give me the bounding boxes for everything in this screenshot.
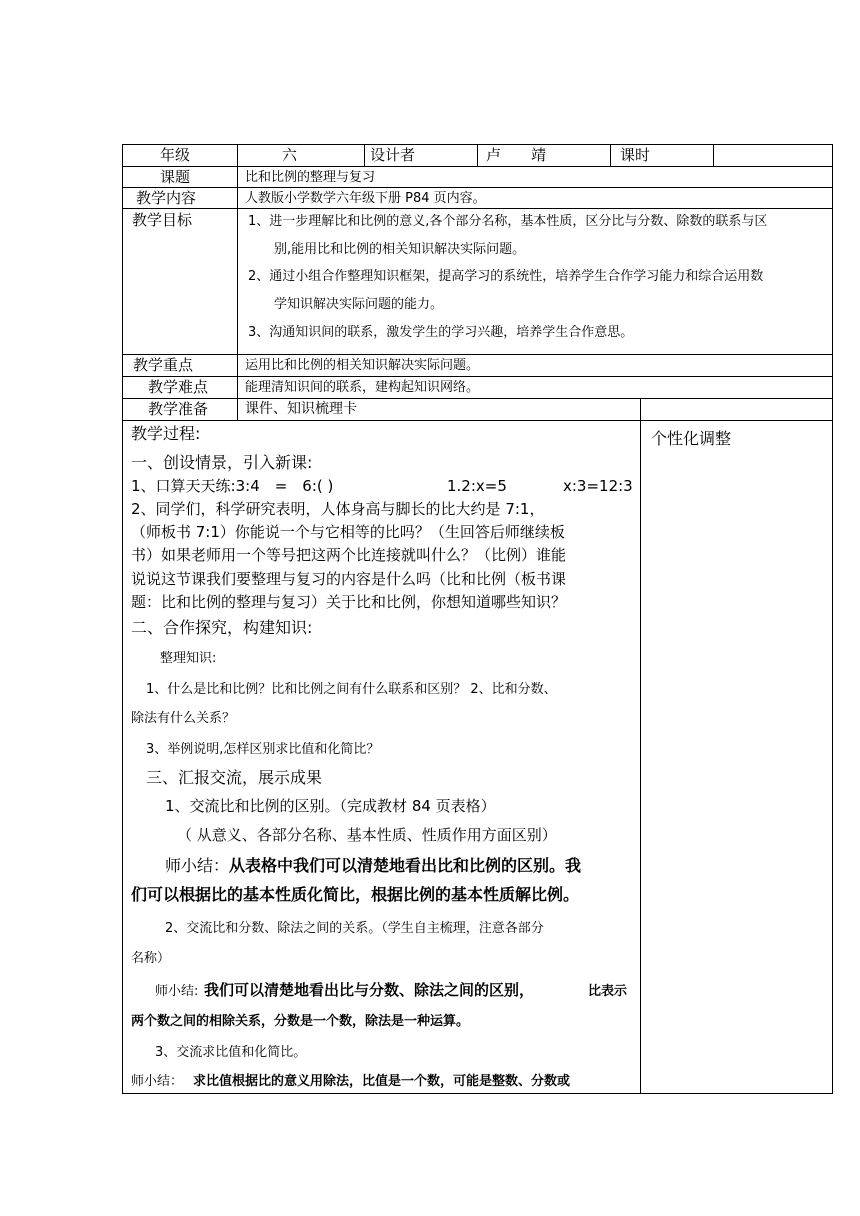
- row-line-7: [122, 420, 833, 421]
- section-2-heading: 二、合作探究，构建知识:: [131, 618, 313, 637]
- grade-label: 年级: [160, 146, 191, 164]
- exchange-1-note: （ 从意义、各部分名称、基本性质、性质作用方面区别）: [177, 826, 557, 844]
- process-title: 教学过程:: [131, 424, 201, 443]
- summary-2-bold: 我们可以清楚地看出比与分数、除法之间的区别，: [204, 981, 535, 999]
- summary-3-bold: 求比值根据比的意义用除法，比值是一个数，可能是整数、分数或: [193, 1074, 571, 1089]
- header-divider-3: [610, 144, 611, 166]
- question-1-line-1: 1、什么是比和比例？比和比例之间有什么联系和区别？ 2、比和分数、: [146, 682, 557, 697]
- question-3: 3、举例说明,怎样区别求比值和化简比？: [146, 742, 380, 757]
- preparation-label: 教学准备: [148, 400, 209, 418]
- table-border-top: [122, 144, 833, 145]
- row-line-3: [122, 208, 833, 209]
- row-line-1: [122, 166, 833, 167]
- section-1-heading: 一、创设情景，引入新课:: [131, 453, 313, 472]
- exchange-1: 1、交流比和比例的区别。（完成教材 84 页表格）: [165, 797, 496, 815]
- designer-label: 设计者: [370, 146, 416, 164]
- key-point-label: 教学重点: [133, 356, 194, 374]
- exchange-2-line-1: 2、交流比和分数、除法之间的关系。（学生自主梳理，注意各部分: [165, 921, 544, 936]
- row-line-4: [122, 354, 833, 355]
- intro-paragraph-line-4: 说说这节课我们要整理与复习的内容是什么吗（比和比例（板书课: [131, 570, 567, 588]
- goal-line-4: 学知识解决实际问题的能力。: [274, 297, 444, 312]
- difficulty-value: 能理清知识间的联系，建构起知识网络。: [245, 380, 480, 395]
- oral-exercise-2: 1.2:x=5: [447, 477, 507, 495]
- section-3-heading: 三、汇报交流，展示成果: [146, 768, 323, 787]
- intro-paragraph-line-2: （师板书 7:1）你能说一个与它相等的比吗？（生回答后师继续板: [131, 523, 565, 541]
- summary-2-line-2: 两个数之间的相除关系，分数是一个数，除法是一种运算。: [131, 1014, 470, 1029]
- summary-2-tail: 比表示: [588, 984, 628, 999]
- header-divider-4: [713, 144, 714, 166]
- difficulty-label: 教学难点: [148, 378, 209, 396]
- goals-label: 教学目标: [132, 211, 193, 229]
- goal-line-1: 1、进一步理解比和比例的意义,各个部分名称，基本性质，区分比与分数、除数的联系与区: [248, 214, 768, 229]
- intro-paragraph-line-5: 题：比和比例的整理与复习）关于比和比例，你想知道哪些知识？: [131, 593, 567, 611]
- designer-value: 卢 靖: [486, 146, 547, 164]
- content-label: 教学内容: [136, 189, 197, 207]
- row-line-2: [122, 187, 833, 188]
- summary-1-line-2: 们可以根据比的基本性质化简比，根据比例的基本性质解比例。: [131, 885, 580, 904]
- question-1-line-2: 除法有什么关系？: [131, 711, 236, 726]
- key-point-value: 运用比和比例的相关知识解决实际问题。: [245, 358, 480, 373]
- label-column-divider: [237, 144, 238, 420]
- personal-column-divider: [640, 398, 641, 1094]
- content-value: 人教版小学数学六年级下册 P84 页内容。: [245, 191, 486, 206]
- exchange-3: 3、交流求比值和化简比。: [155, 1045, 307, 1060]
- header-divider-2: [477, 144, 478, 166]
- period-label: 课时: [620, 146, 651, 164]
- row-line-6: [122, 398, 833, 399]
- personal-adjust-label: 个性化调整: [651, 429, 732, 448]
- header-divider-1: [364, 144, 365, 166]
- topic-value: 比和比例的整理与复习: [245, 170, 376, 185]
- goal-line-2: 别,能用比和比例的相关知识解决实际问题。: [274, 242, 526, 257]
- preparation-value: 课件、知识梳理卡: [245, 401, 357, 417]
- row-line-5: [122, 376, 833, 377]
- summary-1-line-1: 从表格中我们可以清楚地看出比和比例的区别。我: [229, 856, 582, 875]
- summary-1-prefix: 师小结：: [165, 856, 230, 875]
- summary-3-prefix: 师小结：: [131, 1074, 184, 1089]
- table-border-bottom: [122, 1093, 833, 1094]
- exchange-2-line-2: 名称）: [131, 951, 171, 966]
- oral-exercise-1: 1、口算天天练:3:4 = 6:( ): [131, 477, 334, 495]
- topic-label: 课题: [160, 168, 191, 186]
- summary-2-prefix: 师小结:: [155, 984, 199, 999]
- grade-value: 六: [282, 146, 298, 164]
- table-border-left: [122, 144, 123, 1094]
- intro-paragraph-line-3: 书）如果老师用一个等号把这两个比连接就叫什么？（比例）谁能: [131, 546, 567, 564]
- goal-line-5: 3、沟通知识间的联系，激发学生的学习兴趣，培养学生合作意思。: [248, 325, 634, 340]
- table-border-right: [832, 144, 833, 1094]
- organize-knowledge: 整理知识:: [160, 651, 217, 666]
- intro-paragraph-line-1: 2、同学们，科学研究表明，人体身高与脚长的比大约是 7:1，: [131, 500, 545, 518]
- oral-exercise-3: x:3=12:3: [563, 477, 633, 495]
- goal-line-3: 2、通过小组合作整理知识框架，提高学习的系统性，培养学生合作学习能力和综合运用数: [248, 269, 764, 284]
